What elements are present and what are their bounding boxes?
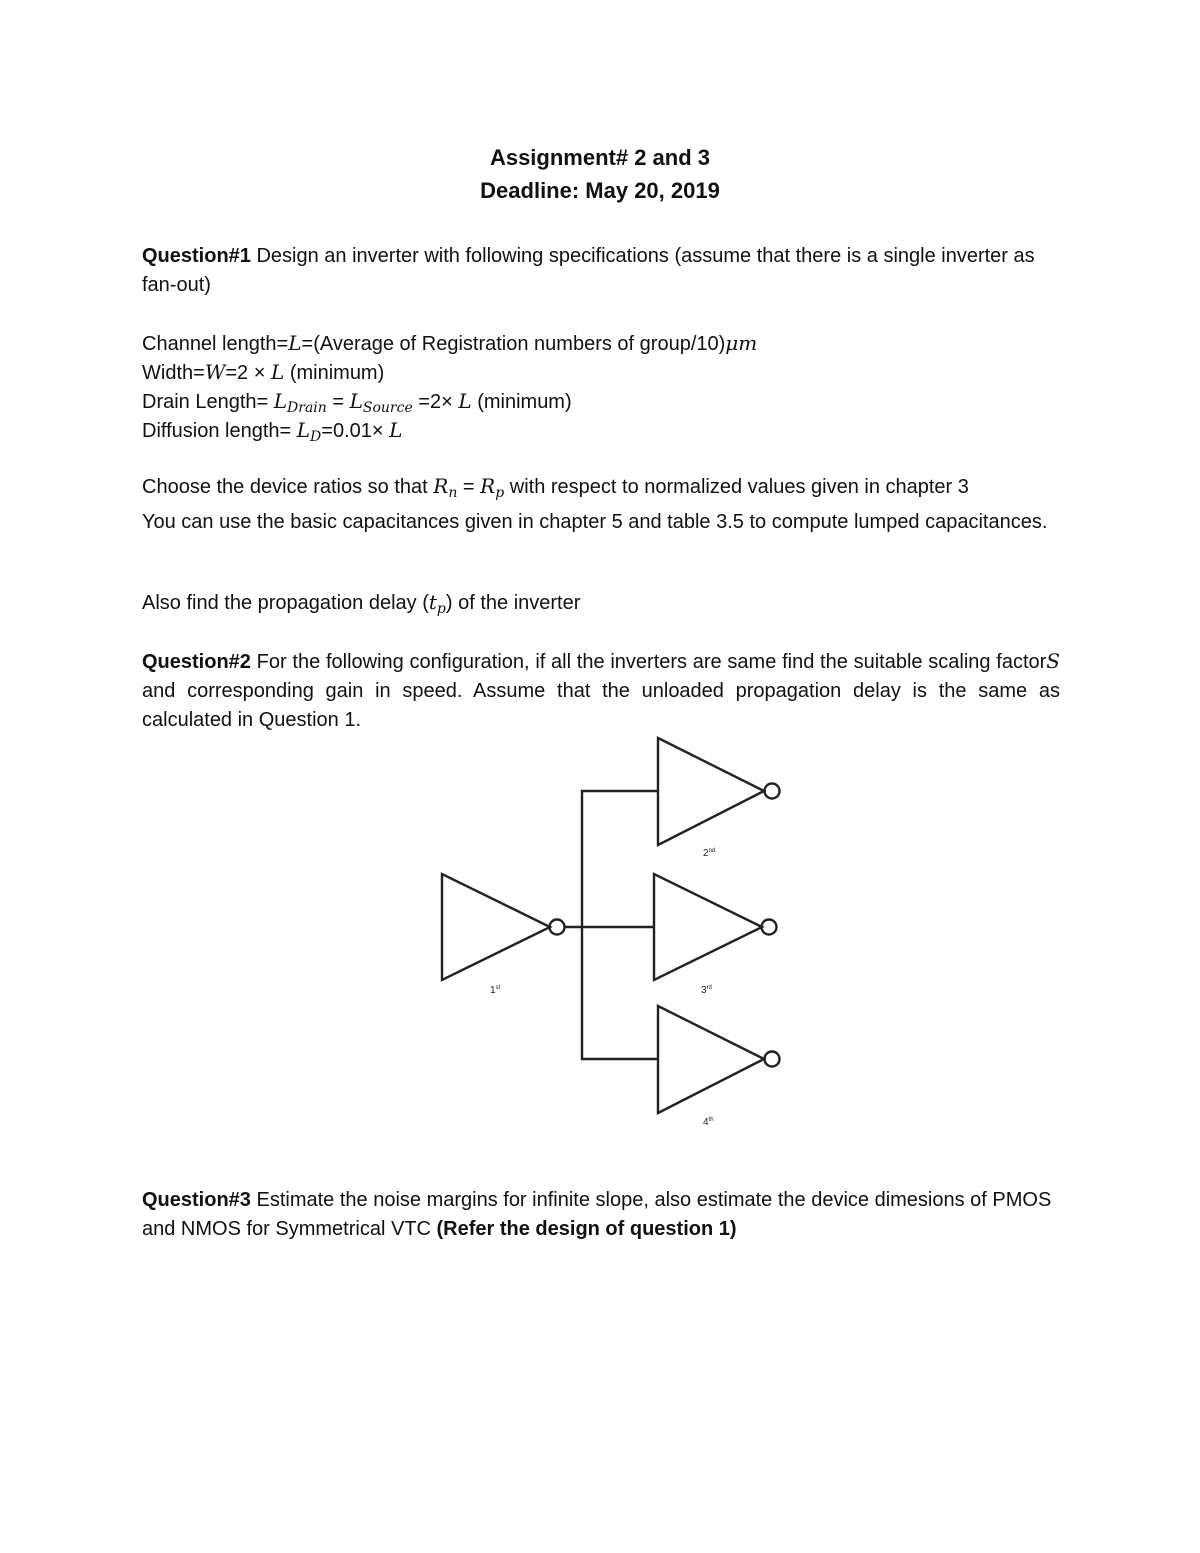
question3-text: Estimate the noise margins for infinite slope, also estimate the device dimesions of PMOS and NMOS for Symmetrical VTC (142, 1189, 1052, 1240)
spec-drain-prefix: Drain Length= (142, 391, 274, 413)
inverter-1-triangle (442, 874, 550, 980)
sub-p: p (495, 485, 505, 501)
spec-width (142, 358, 1060, 388)
var-R: R (480, 474, 496, 498)
ratios-text-b: with respect to normalized values given in chapter 3 (504, 476, 969, 498)
var-S: S (1046, 649, 1060, 673)
delay-text-b: ) of the inverter (445, 592, 581, 614)
spec-drain-suffix: =2× (412, 391, 459, 413)
spec-channel-length-suffix: =(Average of Registration numbers of group/10) (301, 333, 726, 355)
var-L: L (288, 331, 302, 355)
var-L: L (349, 389, 363, 413)
spec-diffusion-suffix: =0.01× (321, 420, 390, 442)
spec-width-suffix: =2 × (225, 362, 271, 384)
spec-drain-tail: (minimum) (471, 391, 572, 413)
ratios-text-a: Choose the device ratios so that (142, 476, 434, 498)
inverter-fanout-diagram (420, 730, 820, 1140)
var-L: L (458, 389, 472, 413)
var-R: R (433, 474, 449, 498)
inverter-3-triangle (654, 874, 762, 980)
question3-bold-tail: (Refer the design of question 1) (436, 1218, 737, 1240)
spec-diffusion-prefix: Diffusion length= (142, 420, 297, 442)
equals-sign: = (326, 391, 350, 413)
var-W: W (204, 360, 226, 384)
inverter-1-label: 1st (490, 985, 501, 996)
fanout-bus-wire (582, 791, 658, 1059)
sub-drain: Drain (287, 400, 327, 416)
inverter-diagram-svg (420, 730, 820, 1140)
var-t: t (428, 590, 437, 614)
sub-n: n (448, 485, 458, 501)
inverter-4-bubble (765, 1052, 780, 1067)
question1-label: Question#1 (142, 245, 251, 267)
var-L: L (296, 418, 311, 442)
equals-sign: = (457, 476, 481, 498)
delay-text-a: Also find the propagation delay ( (142, 592, 429, 614)
inverter-3-label: 3rd (701, 985, 712, 996)
spec-width-prefix: Width= (142, 362, 205, 384)
question3-paragraph (142, 1186, 1060, 1244)
inverter-4-label: 4th (703, 1117, 714, 1128)
sub-p: p (436, 601, 446, 617)
question1-intro (142, 242, 1060, 300)
inverter-2-triangle (658, 738, 764, 845)
spec-width-tail: (minimum) (284, 362, 385, 384)
question1-text: Design an inverter with following specifications (assume that there is a single inverter as fan-out) (142, 245, 1035, 296)
spec-channel-length (142, 329, 1060, 359)
sub-D: D (310, 429, 322, 445)
deadline-heading: Deadline: May 20, 2019 (480, 178, 720, 203)
sub-source: Source (362, 400, 413, 416)
var-L: L (389, 418, 403, 442)
question2-label: Question#2 (142, 651, 251, 673)
ratios-line2: You can use the basic capacitances given in chapter 5 and table 3.5 to compute lumped capacitances. (142, 511, 1048, 533)
ratios-paragraph (142, 472, 1060, 537)
question2-text-a: For the following configuration, if all the inverters are same find the suitable scaling factor (250, 651, 1047, 673)
unit-um: μm (725, 331, 758, 355)
inverter-2-label: 2nd (703, 848, 716, 859)
var-L: L (273, 389, 288, 413)
question2-text-b: and corresponding gain in speed. Assume that the unloaded propagation delay is the same as calculated in Question 1. (142, 680, 1060, 731)
delay-paragraph (142, 588, 1060, 624)
question2-paragraph (142, 647, 1060, 735)
spec-diffusion-length (142, 416, 1060, 452)
question3-label: Question#3 (142, 1189, 251, 1211)
inverter-2-bubble (765, 784, 780, 799)
var-L: L (270, 360, 285, 384)
assignment-title: Assignment# 2 and 3 (489, 145, 711, 170)
inverter-4-triangle (658, 1006, 764, 1113)
spec-channel-length-prefix: Channel length= (142, 333, 289, 355)
